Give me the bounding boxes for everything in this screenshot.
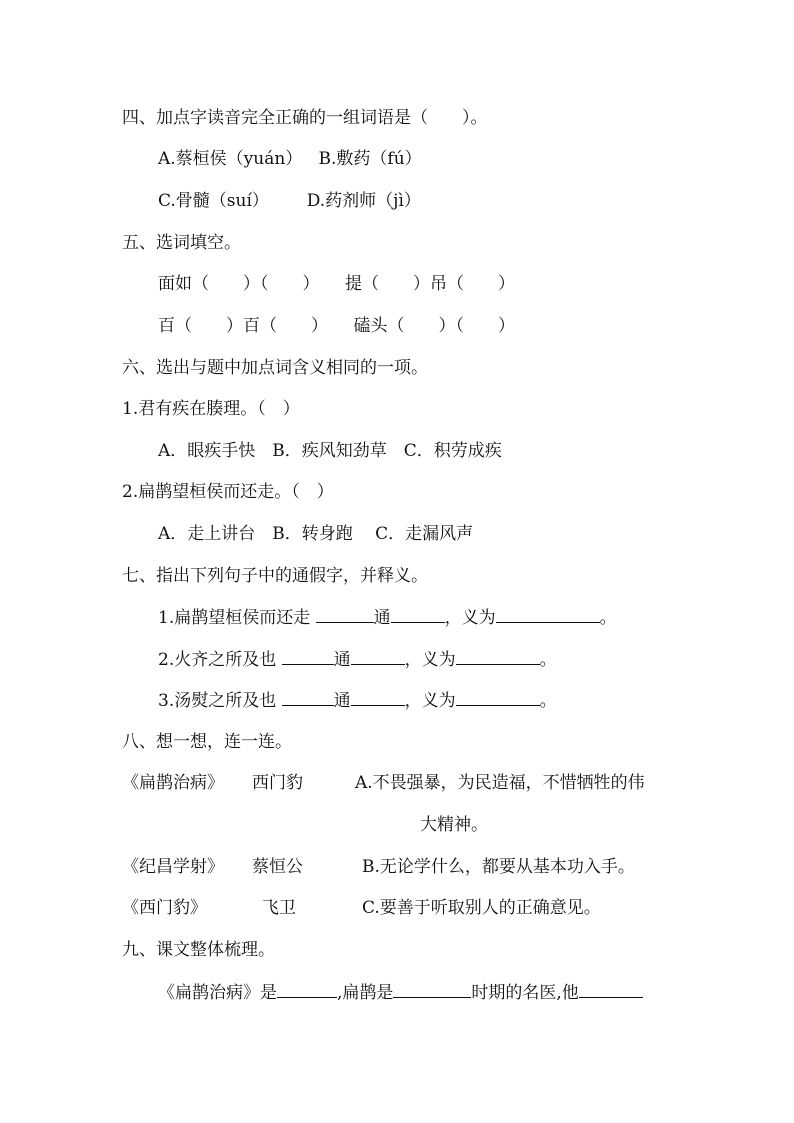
answer-blank[interactable] [282,689,334,706]
q5-title: 五、选词填空。 [122,233,241,253]
q8-person-2: 蔡恒公 [252,857,303,877]
answer-blank[interactable] [579,981,643,998]
q7-end-mark: 。 [539,650,557,670]
q7-yi-label: ，义为 [404,691,456,711]
q7-yi-label: ，义为 [404,650,456,670]
q7-item-text: 2.火齐之所及也 [158,650,282,670]
q7-item-text: 3.汤熨之所及也 [158,691,282,711]
q7-tong-label: 通 [333,691,351,711]
q7-tong-label: 通 [333,650,351,670]
answer-blank[interactable] [351,689,405,706]
q9-paragraph [158,981,643,1004]
q4-options-ab: A.蔡桓侯（yuán） B.敷药（fú） [158,149,422,169]
q6-sub2-options: A．走上讲台 B．转身跑 C．走漏风声 [158,524,474,544]
q9-text: 《扁鹊治病》是 [158,983,277,1003]
q7-item-text: 1.扁鹊望桓侯而还走 [158,608,316,628]
q7-item-1 [158,606,617,629]
answer-blank[interactable] [282,648,334,665]
q8-meaning-a: A.不畏强暴，为民造福，不惜牺牲的伟 [355,773,645,793]
answer-blank[interactable] [316,606,374,623]
q7-title: 七、指出下列句子中的通假字，并释义。 [122,566,428,586]
q8-meaning-c: C.要善于听取别人的正确意见。 [362,898,601,918]
q8-person-3: 飞卫 [262,898,296,918]
q4-options-cd: C.骨髓（suí） D.药剂师（jì） [158,191,421,211]
q8-book-3: 《西门豹》 [122,898,207,918]
answer-blank[interactable] [277,981,337,998]
q6-sub1-options: A．眼疾手快 B．疾风知劲草 C．积劳成疾 [158,441,502,461]
answer-blank[interactable] [456,648,540,665]
q9-text: ,扁鹊是 [337,983,394,1003]
q8-meaning-b: B.无论学什么，都要从基本功入手。 [362,857,635,877]
q7-item-2 [158,648,557,671]
q8-book-2: 《纪昌学射》 [122,857,224,877]
answer-blank[interactable] [393,981,471,998]
q9-text: 时期的名医,他 [471,983,579,1003]
q7-yi-label: ，义为 [444,608,496,628]
q6-sub2: 2.扁鹊望桓侯而还走。（ ） [122,482,334,502]
q7-end-mark: 。 [599,608,617,628]
q6-sub1: 1.君有疾在腠理。（ ） [122,399,300,419]
q8-book-1: 《扁鹊治病》 [122,773,224,793]
q8-meaning-a-cont: 大精神。 [420,815,488,835]
answer-blank[interactable] [496,606,600,623]
q5-row2: 百（ ）百（ ） 磕头（ ）（ ） [158,316,515,336]
q7-end-mark: 。 [539,691,557,711]
q9-title: 九、课文整体梳理。 [122,940,275,960]
answer-blank[interactable] [391,606,445,623]
answer-blank[interactable] [351,648,405,665]
q6-title: 六、选出与题中加点词含义相同的一项。 [122,358,428,378]
q7-tong-label: 通 [373,608,391,628]
q8-person-1: 西门豹 [252,773,303,793]
q8-title: 八、想一想，连一连。 [122,732,292,752]
q5-row1: 面如（ ）（ ） 提（ ）吊（ ） [158,274,515,294]
answer-blank[interactable] [456,689,540,706]
q4-title: 四、加点字读音完全正确的一组词语是（ ）。 [122,108,488,128]
q7-item-3 [158,689,557,712]
